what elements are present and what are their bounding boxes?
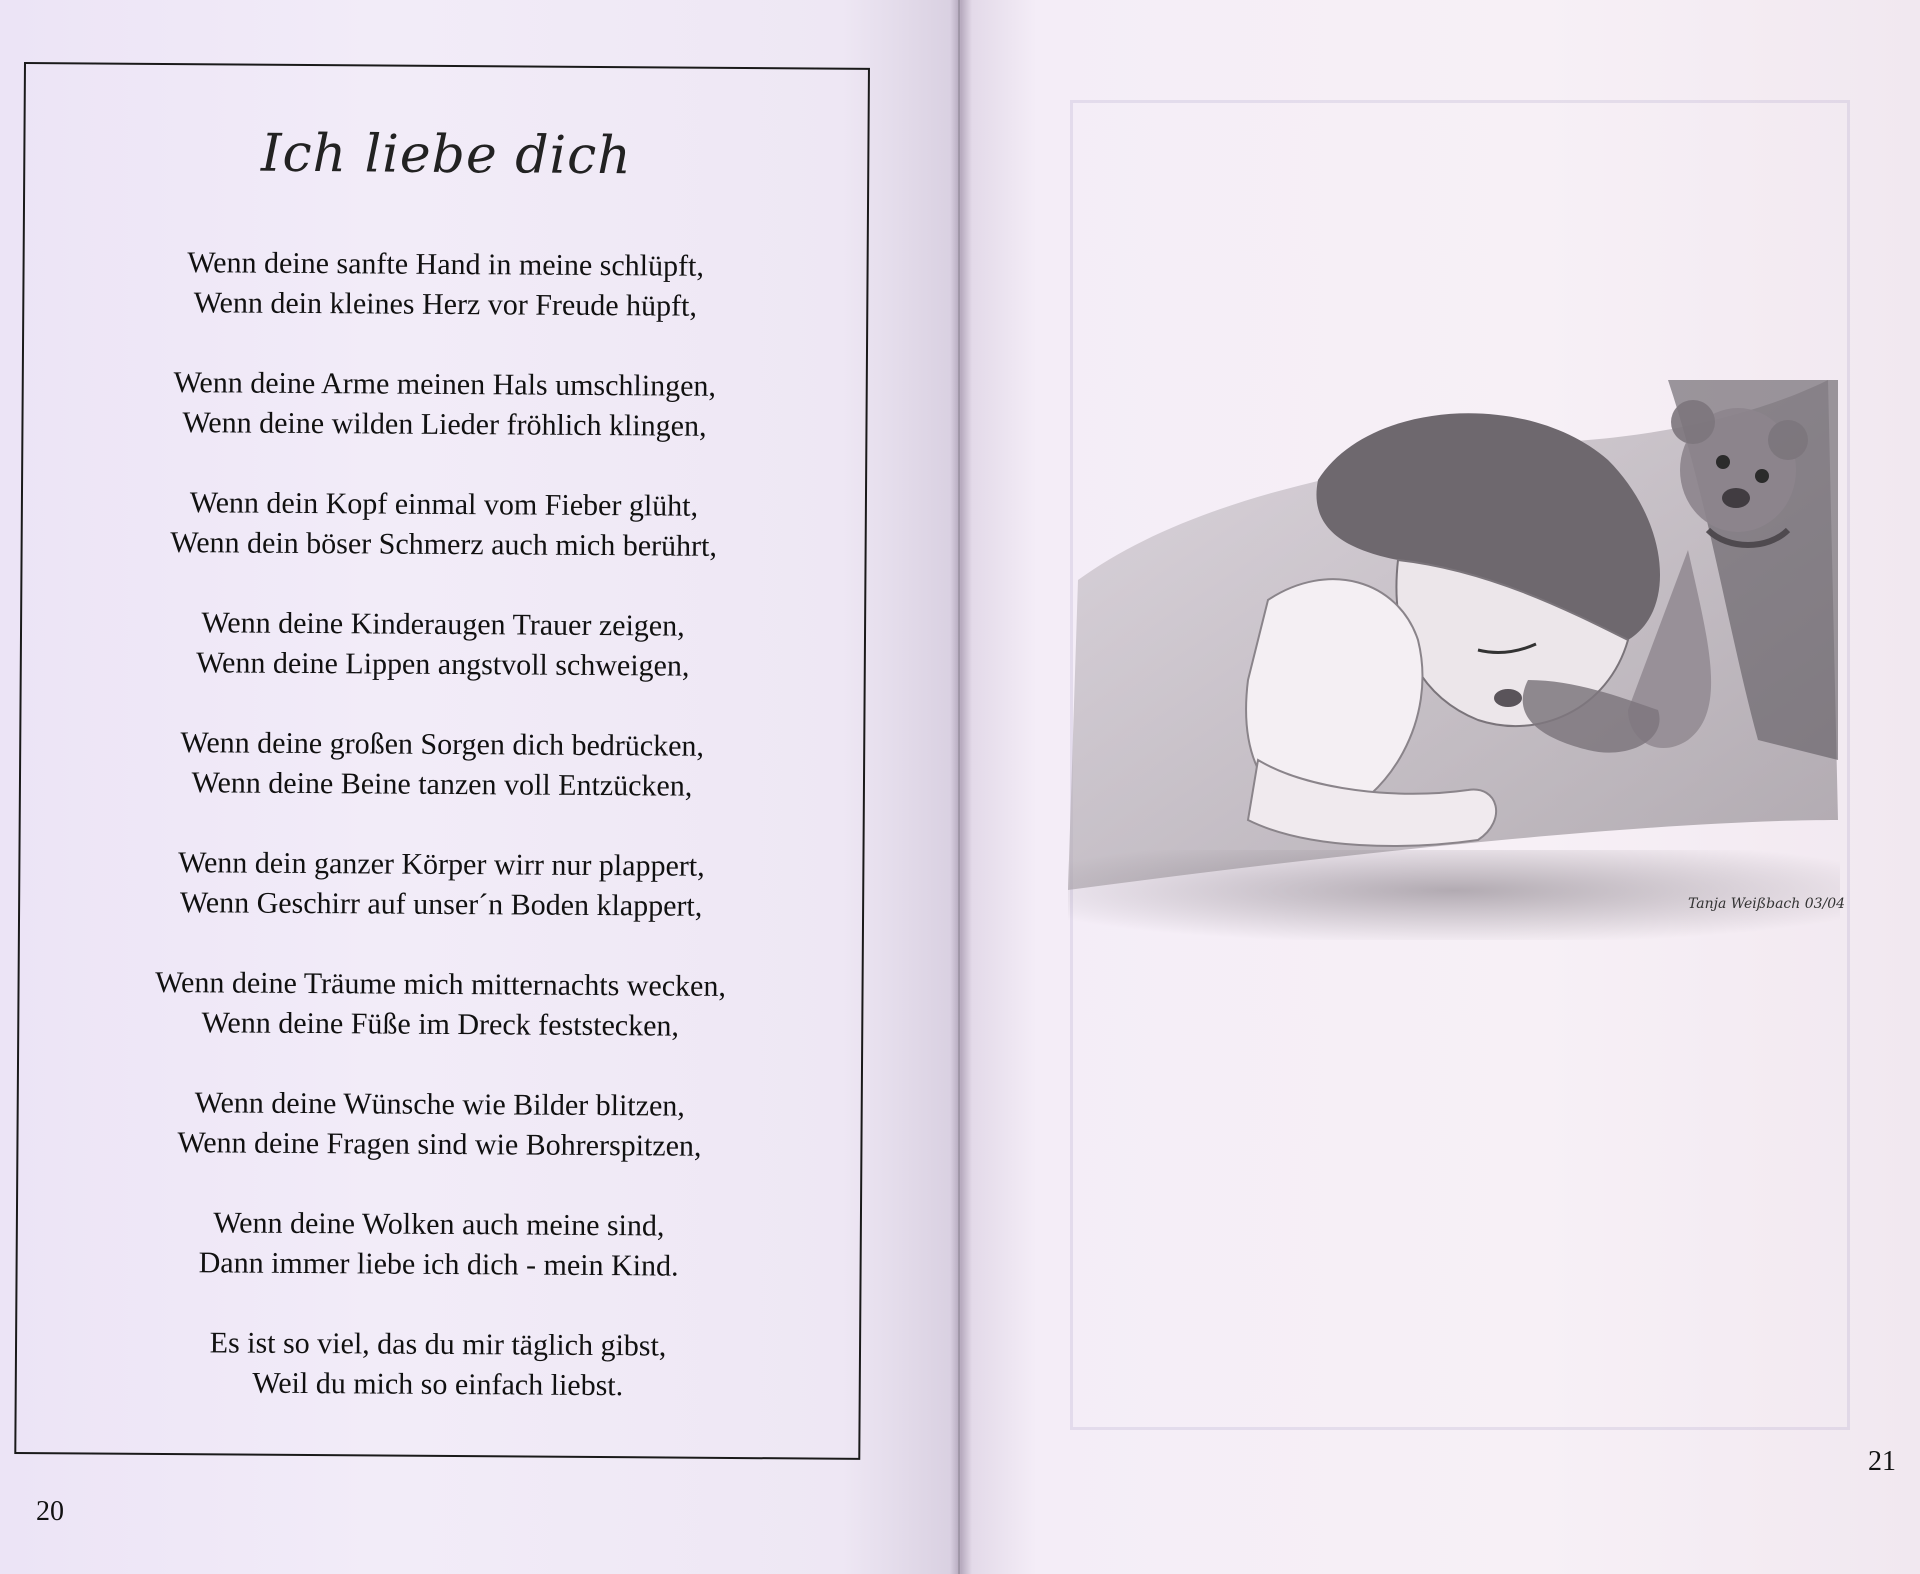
- poem-line: Wenn deine Lippen angstvoll schweigen,: [196, 646, 690, 683]
- stanza: [18, 1082, 861, 1168]
- poem-line: Weil du mich so einfach liebst.: [252, 1366, 624, 1403]
- stanza: [17, 1322, 860, 1408]
- poem-line: Wenn deine Wünsche wie Bilder blitzen,: [194, 1086, 685, 1123]
- stanza: [17, 1202, 860, 1288]
- poem-line: Wenn deine Kinderaugen Trauer zeigen,: [201, 606, 685, 643]
- poem-line: Wenn deine Arme meinen Hals umschlingen,: [173, 366, 717, 403]
- poem-title: Ich liebe dich: [260, 123, 632, 187]
- poem-line: Wenn deine Füße im Dreck feststecken,: [201, 1006, 680, 1043]
- poem-line: Dann immer liebe ich dich - mein Kind.: [198, 1246, 679, 1283]
- page-number-right: 21: [1868, 1446, 1896, 1477]
- poem-line: Wenn deine großen Sorgen dich bedrücken,: [180, 726, 705, 763]
- page-number-left: 20: [36, 1496, 64, 1527]
- book-spine: [950, 0, 972, 1574]
- stanza: [22, 602, 865, 688]
- poem-line: Wenn dein ganzer Körper wirr nur plappert,: [178, 846, 705, 883]
- poem-line: Es ist so viel, das du mir täglich gibst,: [209, 1326, 667, 1363]
- poem-line: Wenn deine Beine tanzen voll Entzücken,: [191, 766, 693, 803]
- poem-line: Wenn deine Träume mich mitternachts wecken,: [155, 965, 727, 1003]
- stanza: [24, 242, 867, 328]
- stanza: [23, 482, 866, 568]
- poem-line: Wenn deine wilden Lieder fröhlich klingen,: [182, 406, 707, 443]
- poem-line: Wenn dein böser Schmerz auch mich berührt,: [170, 526, 718, 563]
- stanza: [20, 842, 863, 928]
- poem-body: [16, 242, 866, 1448]
- stanza: [21, 722, 864, 808]
- poem-line: Wenn deine Wolken auch meine sind,: [213, 1206, 665, 1243]
- poem-line: Wenn Geschirr auf unser´n Boden klappert,: [179, 886, 703, 923]
- poem-frame: [14, 62, 870, 1460]
- sleeping-child-illustration: [1068, 380, 1840, 940]
- poem-line: Wenn dein Kopf einmal vom Fieber glüht,: [189, 486, 699, 523]
- left-page: [0, 0, 958, 1574]
- poem-line: Wenn deine sanfte Hand in meine schlüpft,: [187, 246, 705, 283]
- right-page: [960, 0, 1920, 1574]
- illustration-signature: Tanja Weißbach 03/04: [1688, 896, 1846, 912]
- stanza: [23, 362, 866, 448]
- poem-line: Wenn dein kleines Herz vor Freude hüpft,: [193, 286, 698, 323]
- stanza: [19, 962, 862, 1048]
- poem-line: Wenn deine Fragen sind wie Bohrerspitzen,: [177, 1126, 702, 1163]
